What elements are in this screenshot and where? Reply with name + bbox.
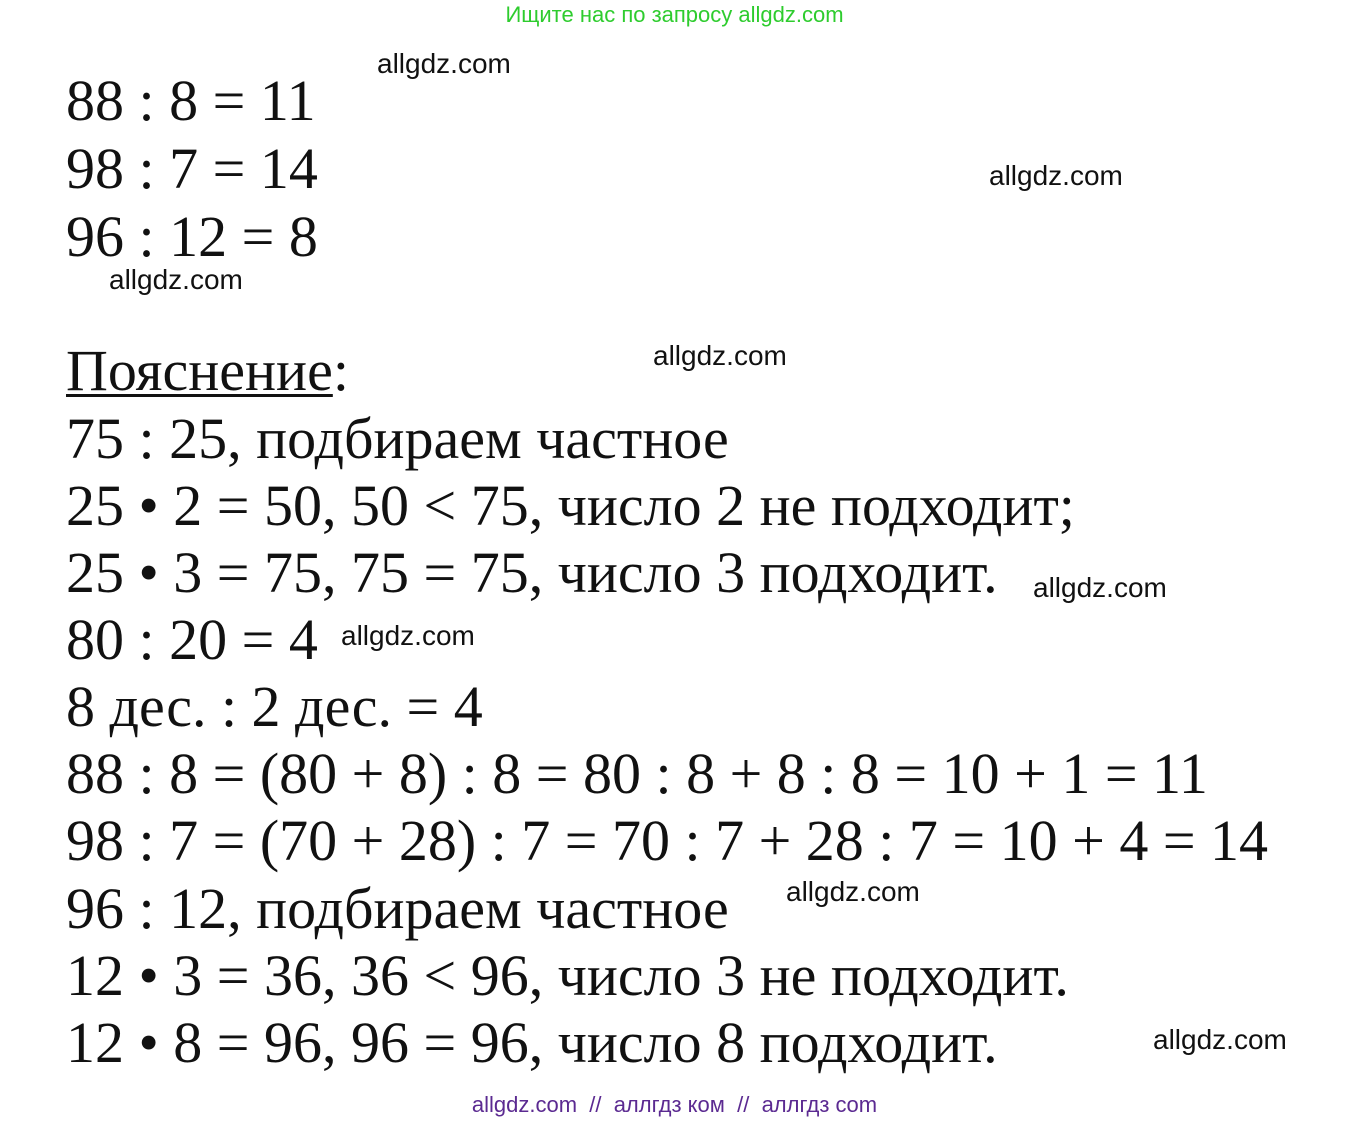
top-banner: Ищите нас по запросу allgdz.com [505,2,844,27]
explanation-line: 25 • 2 = 50, 50 < 75, число 2 не подходит; [66,473,1075,538]
watermark: allgdz.com [377,48,511,79]
explanation-heading [66,338,349,403]
answer-line: 98 : 7 = 14 [66,136,318,201]
explanation-line: 75 : 25, подбираем частное [66,406,729,471]
answer-line: 88 : 8 = 11 [66,68,316,133]
explanation-line: 88 : 8 = (80 + 8) : 8 = 80 : 8 + 8 : 8 = 10 + 1 = 11 [66,741,1208,806]
watermark: allgdz.com [1153,1024,1287,1055]
explanation-heading-colon: : [332,338,349,403]
watermark: allgdz.com [341,620,475,651]
explanation-line: 80 : 20 = 4 [66,607,318,672]
watermark: allgdz.com [1033,572,1167,603]
explanation-line: 98 : 7 = (70 + 28) : 7 = 70 : 7 + 28 : 7 = 10 + 4 = 14 [66,808,1269,873]
explanation-line: 12 • 3 = 36, 36 < 96, число 3 не подходит. [66,943,1069,1008]
explanation-heading-text: Пояснение [66,338,333,403]
answer-line: 96 : 12 = 8 [66,204,318,269]
explanation-line: 12 • 8 = 96, 96 = 96, число 8 подходит. [66,1010,998,1075]
explanation-line: 25 • 3 = 75, 75 = 75, число 3 подходит. [66,540,998,605]
footer: allgdz.com // аллгдз ком // аллгдз com [471,1092,878,1117]
watermark: allgdz.com [653,340,787,371]
watermark: allgdz.com [989,160,1123,191]
explanation-line: 96 : 12, подбираем частное [66,876,729,941]
watermark: allgdz.com [109,264,243,295]
watermark: allgdz.com [786,876,920,907]
explanation-line: 8 дес. : 2 дес. = 4 [66,674,483,739]
